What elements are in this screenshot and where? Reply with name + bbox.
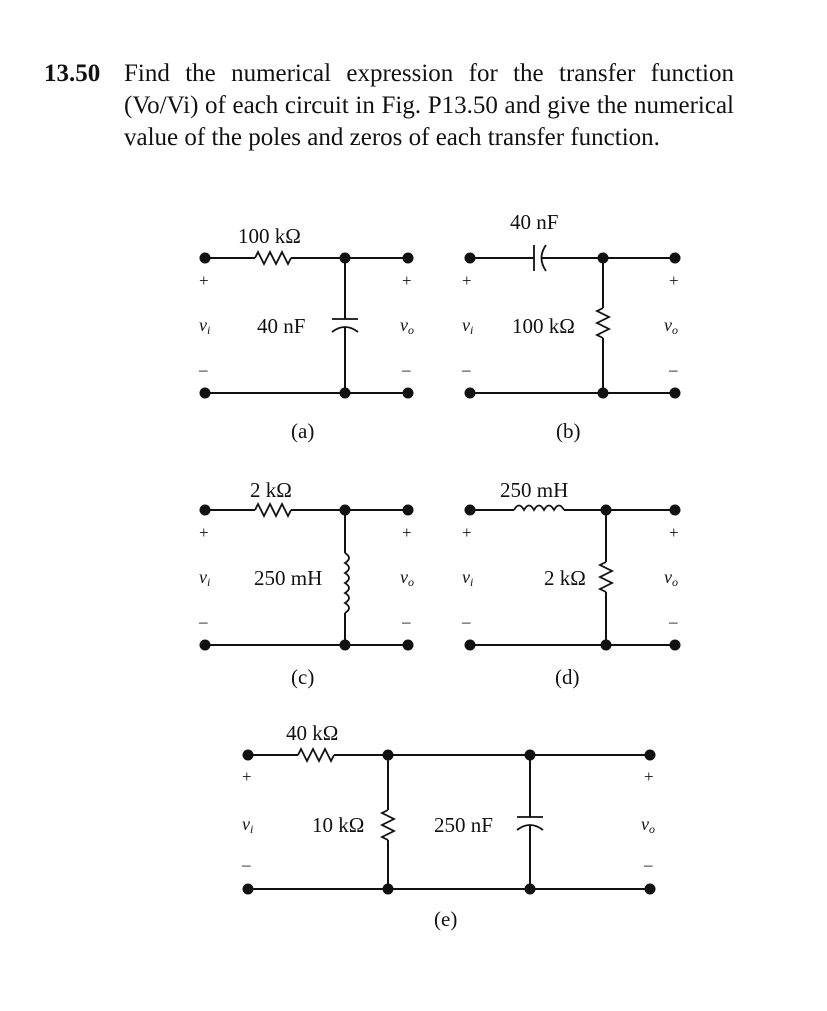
resistor-shunt-d bbox=[600, 562, 612, 592]
circuit-d bbox=[461, 478, 681, 689]
caption-c: (c) bbox=[291, 665, 315, 689]
svg-text:+: + bbox=[669, 271, 679, 290]
svg-text:–: – bbox=[402, 612, 411, 631]
label-c-shunt: 250 mH bbox=[254, 566, 323, 590]
label-e-shunt2: 250 nF bbox=[434, 813, 493, 837]
label-b-series: 40 nF bbox=[510, 210, 559, 234]
caption-d: (d) bbox=[555, 665, 580, 689]
label-b-shunt: 100 kΩ bbox=[512, 314, 575, 338]
problem-text: Find the numerical expression for the transfer function (Vo/Vi) of each circuit in Fig. P13.50 and give the numerical value of the poles and zeros of each transfer function. bbox=[124, 60, 734, 151]
svg-text:vo: vo bbox=[400, 567, 414, 589]
inductor-series-d bbox=[514, 506, 564, 511]
resistor-series-a bbox=[255, 252, 291, 264]
resistor-series-c bbox=[255, 504, 291, 516]
caption-a: (a) bbox=[291, 419, 315, 443]
svg-text:–: – bbox=[462, 612, 471, 631]
circuit-c bbox=[198, 478, 414, 689]
resistor-shunt-e bbox=[382, 810, 394, 840]
svg-text:vi: vi bbox=[242, 814, 254, 836]
label-c-series: 2 kΩ bbox=[250, 478, 292, 502]
svg-text:+: + bbox=[462, 271, 472, 290]
svg-text:+: + bbox=[644, 767, 654, 786]
svg-text:vo: vo bbox=[664, 567, 678, 589]
svg-text:–: – bbox=[462, 360, 471, 379]
svg-text:–: – bbox=[644, 855, 653, 874]
inductor-shunt-c bbox=[345, 553, 349, 613]
svg-text:–: – bbox=[199, 360, 208, 379]
svg-text:+: + bbox=[669, 523, 679, 542]
svg-text:vo: vo bbox=[400, 315, 414, 337]
circuit-b bbox=[461, 210, 681, 443]
svg-text:vi: vi bbox=[199, 315, 211, 337]
label-d-series: 250 mH bbox=[500, 478, 569, 502]
svg-text:vi: vi bbox=[199, 567, 211, 589]
svg-text:+: + bbox=[402, 523, 412, 542]
label-e-shunt1: 10 kΩ bbox=[312, 813, 365, 837]
label-a-shunt: 40 nF bbox=[257, 314, 306, 338]
caption-e: (e) bbox=[434, 907, 458, 931]
svg-text:–: – bbox=[669, 612, 678, 631]
svg-text:+: + bbox=[462, 523, 472, 542]
svg-text:+: + bbox=[242, 767, 252, 786]
svg-text:vo: vo bbox=[664, 315, 678, 337]
caption-b: (b) bbox=[556, 419, 581, 443]
svg-text:–: – bbox=[402, 360, 411, 379]
label-e-series: 40 kΩ bbox=[286, 721, 339, 745]
label-a-series: 100 kΩ bbox=[238, 224, 301, 248]
circuit-a bbox=[198, 224, 414, 443]
label-d-shunt: 2 kΩ bbox=[544, 566, 586, 590]
svg-text:+: + bbox=[402, 271, 412, 290]
svg-text:+: + bbox=[199, 523, 209, 542]
svg-text:vo: vo bbox=[641, 814, 655, 836]
svg-text:–: – bbox=[199, 612, 208, 631]
resistor-shunt-b bbox=[597, 308, 609, 338]
svg-text:–: – bbox=[669, 360, 678, 379]
problem-number: 13.50 bbox=[44, 60, 101, 87]
svg-text:vi: vi bbox=[462, 567, 474, 589]
resistor-series-e bbox=[298, 749, 334, 761]
circuit-e bbox=[241, 721, 656, 931]
svg-text:–: – bbox=[242, 855, 251, 874]
svg-text:+: + bbox=[199, 271, 209, 290]
svg-text:vi: vi bbox=[462, 315, 474, 337]
